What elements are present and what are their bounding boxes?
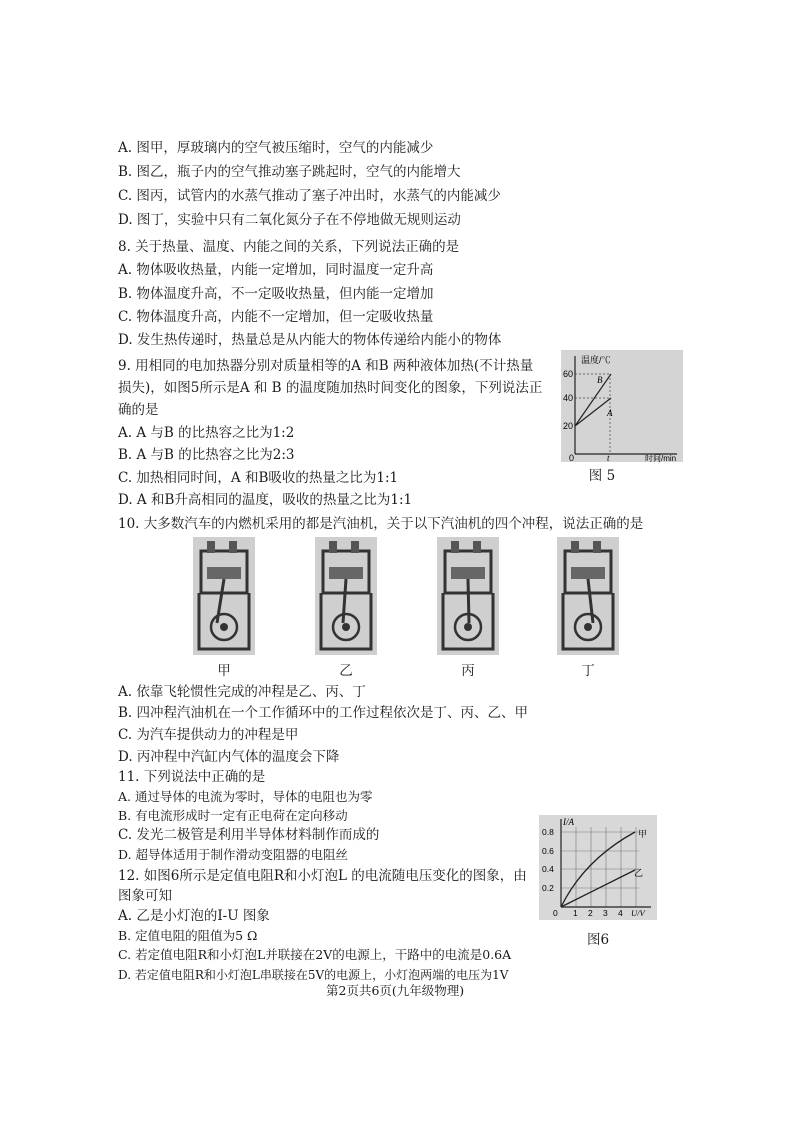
q12-option-b: B. 定值电阻的阻值为5 Ω <box>118 928 258 943</box>
figure-5-graph <box>561 350 683 462</box>
fig5-series-b-label: B <box>597 375 603 385</box>
figure-6-caption: 图6 <box>586 932 610 948</box>
q8-option-b: B. 物体温度升高，不一定吸收热量，但内能一定增加 <box>118 286 434 302</box>
fig5-tick-60: 60 <box>563 369 574 379</box>
q12-option-c: C. 若定值电阻R和小灯泡L并联接在2V的电源上，干路中的电流是0.6A <box>118 947 512 962</box>
page-footer: 第2页共6页(九年级物理) <box>326 983 465 998</box>
fig5-t-label: t <box>607 453 610 462</box>
q7-option-b: B. 图乙，瓶子内的空气推动塞子跳起时，空气的内能增大 <box>118 164 461 180</box>
q9-stem-line2: 损失)，如图5所示是A 和 B 的温度随加热时间变化的图象，下列说法正 <box>118 380 543 396</box>
engine-stroke-icon <box>437 537 499 655</box>
q10-option-d: D. 丙冲程中汽缸内气体的温度会下降 <box>118 749 340 765</box>
engine-caption: 甲 <box>217 663 231 679</box>
fig6-tick-x4: 4 <box>618 908 623 918</box>
fig6-ylabel: I/A <box>563 817 574 827</box>
figure-6-graph <box>539 815 657 920</box>
engine-caption: 丁 <box>581 663 595 679</box>
fig5-series-a-label: A <box>607 408 613 418</box>
fig6-tick-0.2: 0.2 <box>542 883 554 893</box>
q12-option-a: A. 乙是小灯泡的I-U 图象 <box>118 908 270 924</box>
q11-option-a: A. 通过导体的电流为零时，导体的电阻也为零 <box>118 789 373 804</box>
q11-option-d: D. 超导体适用于制作滑动变阻器的电阻丝 <box>118 847 349 862</box>
q11-option-b: B. 有电流形成时一定有正电荷在定向移动 <box>118 808 348 823</box>
q9-option-c: C. 加热相同时间，A 和B吸收的热量之比为1:1 <box>118 470 399 486</box>
fig6-tick-x2: 2 <box>588 908 593 918</box>
fig5-ylabel: 温度/℃ <box>581 355 611 365</box>
fig6-tick-0.4: 0.4 <box>542 864 554 874</box>
q9-stem-line1: 9. 用相同的电加热器分别对质量相等的A 和B 两种液体加热(不计热量 <box>118 358 534 374</box>
q7-option-c: C. 图丙，试管内的水蒸气推动了塞子冲出时，水蒸气的内能减少 <box>118 188 501 204</box>
q7-option-a: A. 图甲，厚玻璃内的空气被压缩时，空气的内能减少 <box>118 140 434 156</box>
fig6-tick-x1: 1 <box>573 908 578 918</box>
fig6-xlabel: U/V <box>631 908 645 918</box>
engine-stroke-icon <box>315 537 377 655</box>
q9-stem-line3: 确的是 <box>118 402 159 418</box>
q12-stem-line1: 12. 如图6所示是定值电阻R和小灯泡L 的电流随电压变化的图象，由 <box>118 868 527 884</box>
fig6-series-jia-label: 甲 <box>638 830 648 840</box>
engine-stroke-icon <box>557 537 619 655</box>
q10-stem: 10. 大多数汽车的内燃机采用的都是汽油机，关于以下汽油机的四个冲程，说法正确的是 <box>118 516 644 532</box>
fig6-tick-0.6: 0.6 <box>542 846 554 856</box>
q10-option-b: B. 四冲程汽油机在一个工作循环中的工作过程依次是丁、丙、乙、甲 <box>118 705 529 721</box>
engine-caption: 丙 <box>461 663 475 679</box>
fig5-tick-20: 20 <box>563 421 574 431</box>
fig6-origin: 0 <box>553 908 558 918</box>
fig6-tick-0.8: 0.8 <box>542 827 554 837</box>
q9-option-b: B. A 与B 的比热容之比为2:3 <box>118 447 295 463</box>
q7-option-d: D. 图丁，实验中只有二氧化氮分子在不停地做无规则运动 <box>118 212 461 228</box>
q9-option-a: A. A 与B 的比热容之比为1:2 <box>118 425 295 441</box>
series-a-line <box>575 398 611 426</box>
series-b-line <box>575 374 611 426</box>
q11-option-c: C. 发光二极管是利用半导体材料制作而成的 <box>118 827 380 843</box>
fig6-series-yi-label: 乙 <box>634 869 644 879</box>
q10-option-c: C. 为汽车提供动力的冲程是甲 <box>118 727 299 743</box>
engine-caption: 乙 <box>339 663 353 679</box>
series-jia-curve <box>561 832 635 907</box>
q12-option-d: D. 若定值电阻R和小灯泡L串联接在5V的电源上，小灯泡两端的电压为1V <box>118 968 509 982</box>
figure-5-caption: 图 5 <box>588 468 616 484</box>
engine-stroke-icon <box>193 537 255 655</box>
q10-option-a: A. 依靠飞轮惯性完成的冲程是乙、丙、丁 <box>118 684 366 700</box>
q11-stem: 11. 下列说法中正确的是 <box>118 769 266 785</box>
q8-option-d: D. 发生热传递时，热量总是从内能大的物体传递给内能小的物体 <box>118 332 502 348</box>
q8-option-a: A. 物体吸收热量，内能一定增加，同时温度一定升高 <box>118 262 434 278</box>
fig6-tick-x3: 3 <box>603 908 608 918</box>
q8-stem: 8. 关于热量、温度、内能之间的关系，下列说法正确的是 <box>118 239 460 255</box>
fig5-xlabel: 时间/min <box>645 454 677 462</box>
fig5-origin: 0 <box>569 453 575 462</box>
q9-option-d: D. A 和B升高相同的温度，吸收的热量之比为1:1 <box>118 492 413 508</box>
q12-stem-line2: 图象可知 <box>118 888 172 904</box>
q8-option-c: C. 物体温度升高，内能不一定增加，但一定吸收热量 <box>118 309 434 325</box>
fig5-tick-40: 40 <box>563 393 574 403</box>
